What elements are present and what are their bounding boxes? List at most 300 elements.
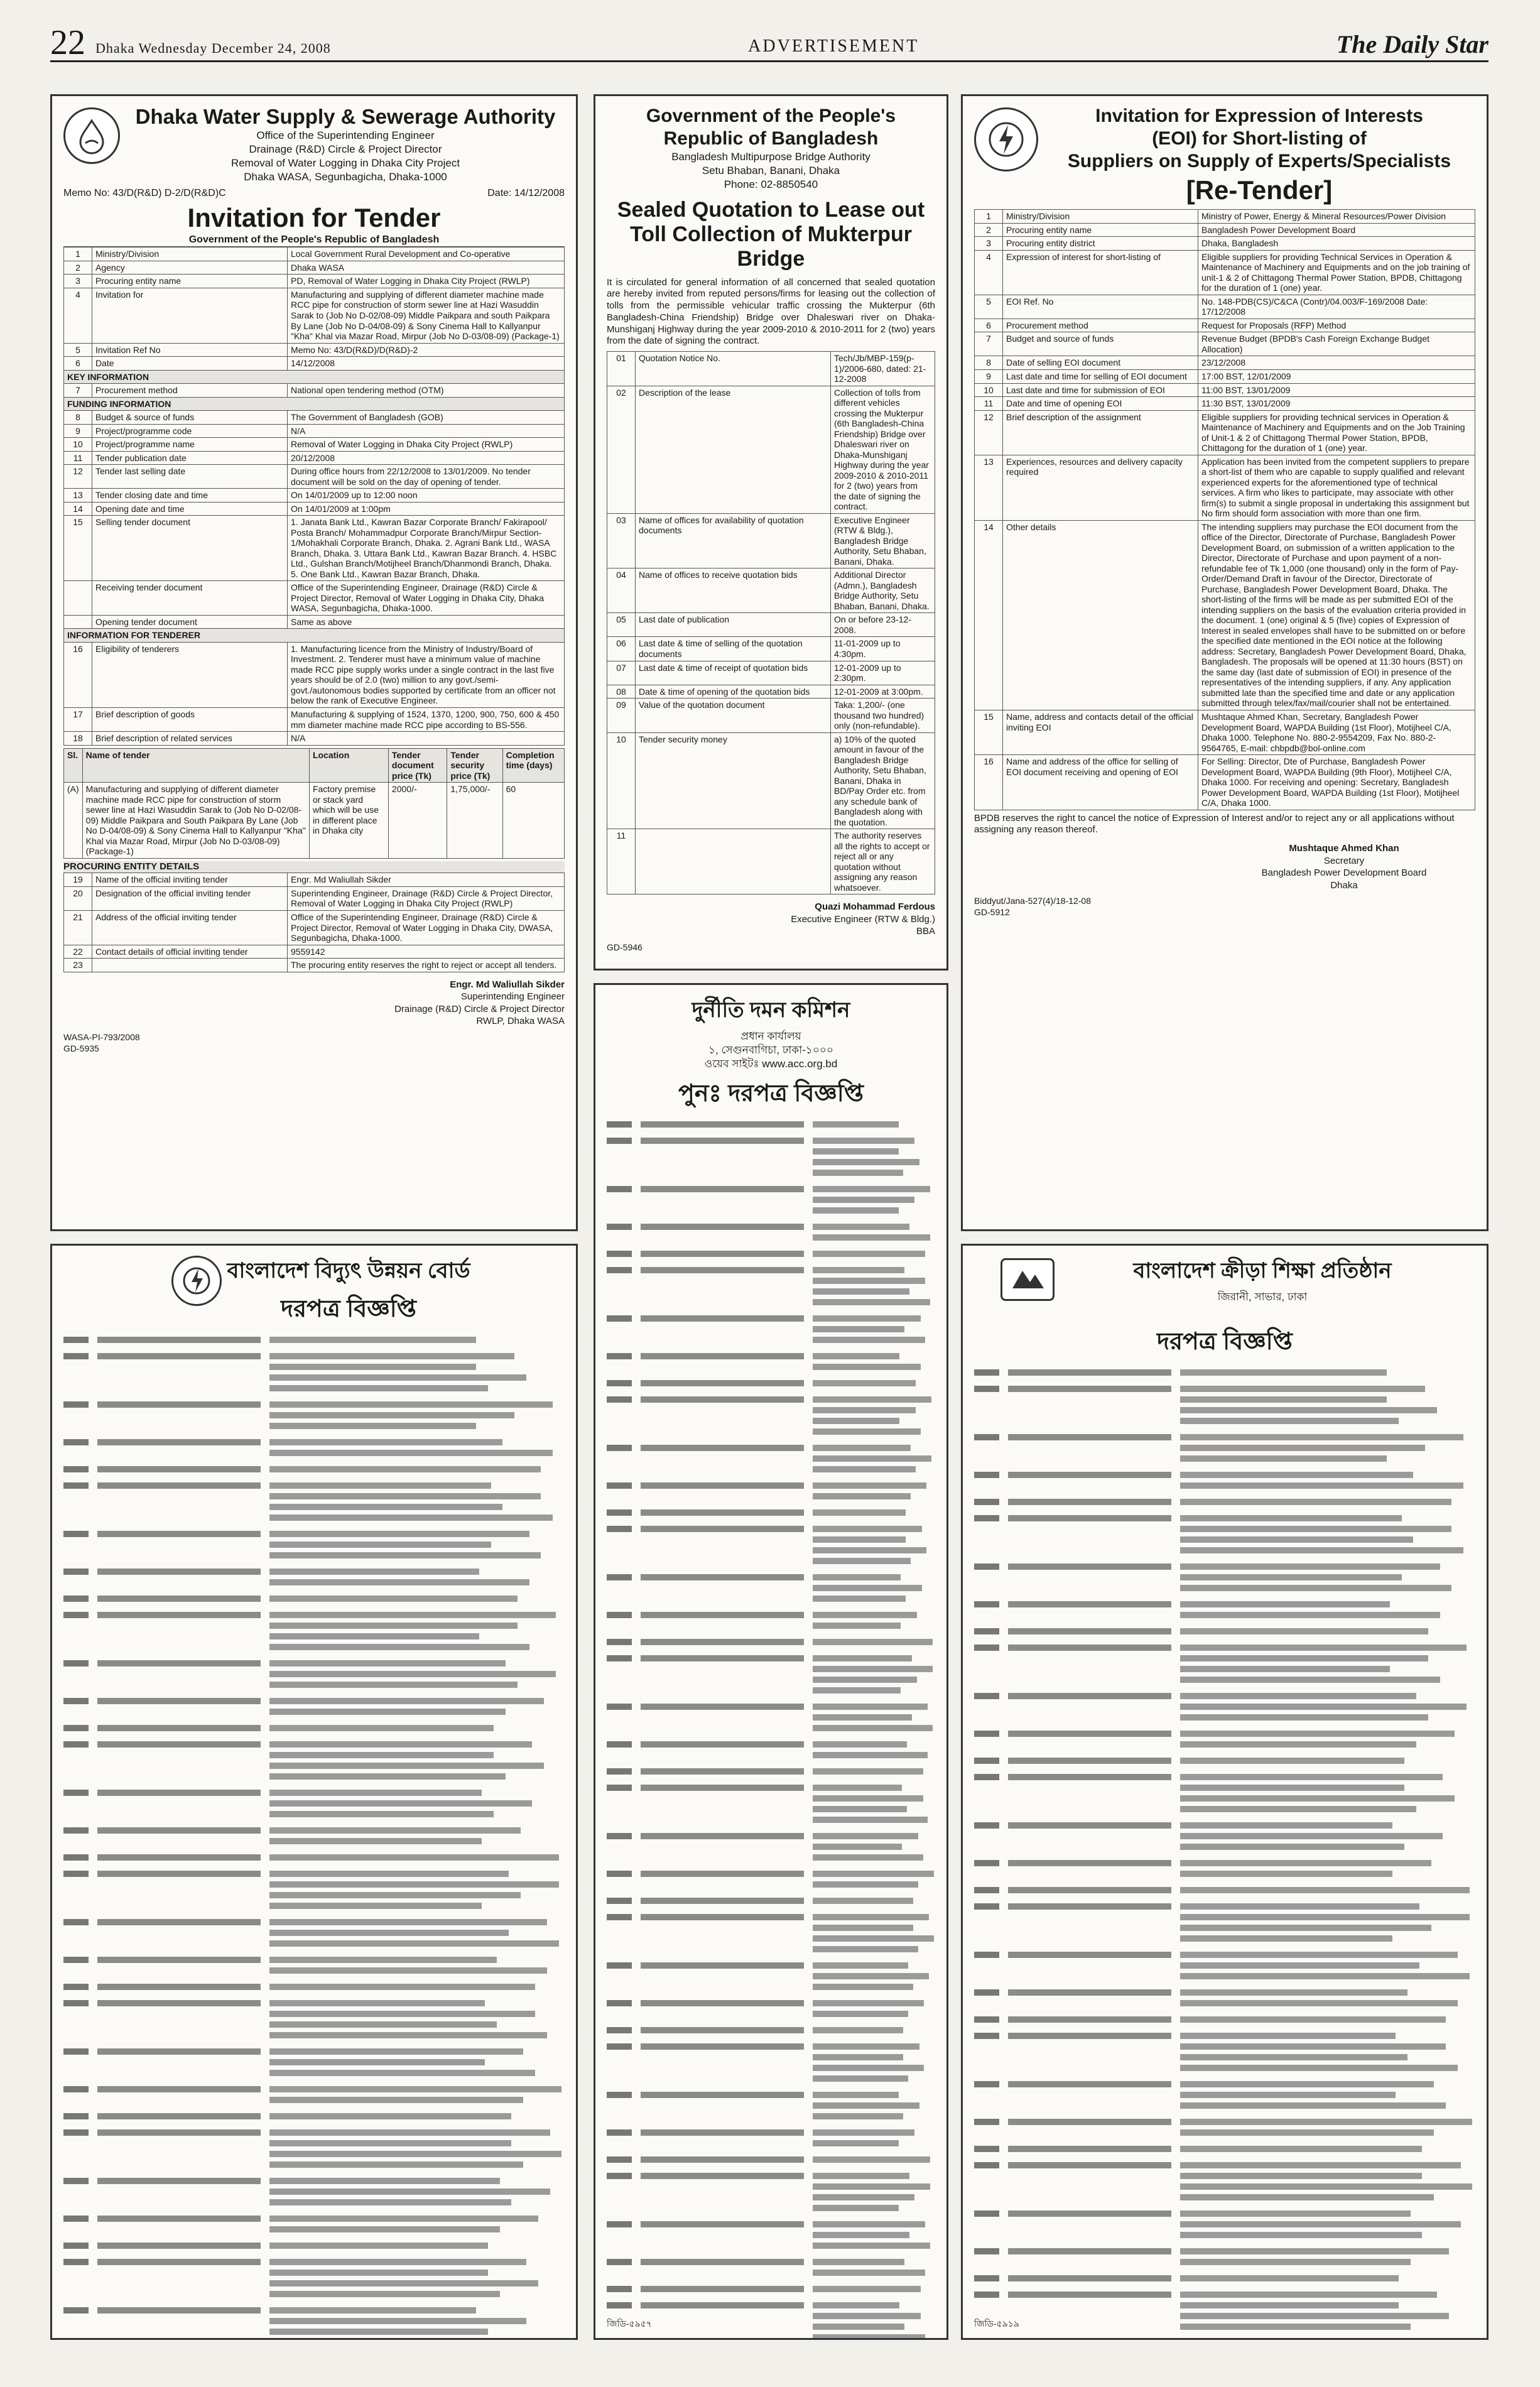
row-number-line xyxy=(63,2216,89,2222)
row-label-line xyxy=(97,1725,261,1731)
row-label-line xyxy=(1008,1860,1171,1866)
table-row xyxy=(975,397,1475,411)
row-label: Eligibility of tenderers xyxy=(92,642,288,707)
row-value: Additional Director (Admn.), Bangladesh Bridge Authority, Setu Bhaban, Banani, Dhaka. xyxy=(831,568,935,613)
lot-column-header: Name of tender xyxy=(82,748,309,783)
row-label-line xyxy=(1008,1989,1171,1996)
row-label-line xyxy=(641,1267,804,1273)
row-label-line xyxy=(1008,2275,1171,2281)
row-label-line xyxy=(1008,1952,1171,1958)
row-number: 17 xyxy=(64,708,92,732)
table-row xyxy=(975,383,1475,397)
row-value: N/A xyxy=(288,424,565,438)
row-label: Tender publication date xyxy=(92,451,288,465)
row-number-line xyxy=(607,2302,632,2308)
row-number: 18 xyxy=(64,732,92,746)
text-row xyxy=(63,1596,565,1606)
row-value-lines xyxy=(813,1121,935,1132)
bpdb-bn-subtitle: দরপত্র বিজ্ঞপ্তি xyxy=(281,1296,416,1322)
row-number-line xyxy=(607,2027,632,2033)
wasa-logo-icon xyxy=(63,107,120,164)
row-label: Procurement method xyxy=(1003,318,1198,332)
row-value: 14/12/2008 xyxy=(288,357,565,371)
text-row xyxy=(974,1472,1475,1493)
row-value-lines xyxy=(1180,1989,1475,2011)
row-value-lines xyxy=(1180,1758,1475,1768)
row-label-line xyxy=(1008,1472,1171,1478)
row-value: Engr. Md Waliullah Sikder xyxy=(288,873,565,887)
row-value-lines xyxy=(1180,2210,1475,2243)
text-row xyxy=(974,1386,1475,1428)
acc-subtitle: পুনঃ দরপত্র বিজ্ঞপ্তি xyxy=(678,1080,864,1107)
acc-line-2: ১, সেগুনবাগিচা, ঢাকা-১০০০ xyxy=(708,1044,833,1057)
text-row xyxy=(607,1574,935,1606)
row-label-line xyxy=(97,2129,261,2136)
acc-line-1: প্রধান কার্যালয় xyxy=(740,1030,801,1042)
text-row xyxy=(607,1898,935,1908)
row-value-lines xyxy=(813,1612,935,1633)
row-label: Invitation for xyxy=(92,288,288,343)
row-value-lines xyxy=(813,1639,935,1650)
row-value-lines xyxy=(269,1854,565,1865)
table-row xyxy=(64,424,565,438)
row-label-line xyxy=(97,1482,261,1489)
row-value: 11-01-2009 up to 4:30pm. xyxy=(831,637,935,661)
bksp-body xyxy=(974,1369,1475,2340)
wasa-tender-ad xyxy=(50,94,578,1231)
table-row xyxy=(607,732,935,829)
row-label: Expression of interest for short-listing of xyxy=(1003,250,1198,295)
row-label: Project/programme code xyxy=(92,424,288,438)
table-row xyxy=(975,237,1475,251)
row-value-lines xyxy=(813,1267,935,1310)
table-row xyxy=(607,613,935,637)
row-label-line xyxy=(97,1596,261,1602)
row-value: Revenue Budget (BPDB's Cash Foreign Exchange Budget Allocation) xyxy=(1198,332,1475,356)
row-value: Office of the Superintending Engineer, Drainage (R&D) Circle & Project Director, Removal of Water Logging in Dhaka City, DWASA, Segunbagicha, Dhaka-1000. xyxy=(288,911,565,945)
bpdb-ref-1: Biddyut/Jana-527(4)/18-12-08 xyxy=(974,896,1092,906)
row-value: Memo No: 43/D(R&D)/D(R&D)-2 xyxy=(288,343,565,357)
table-row xyxy=(64,397,565,411)
bridge-intro: It is circulated for general information of all concerned that sealed quotation are hereby invited from reputed persons/firms for leasing out the collection of tolls from the permissible vehicular traffic crossing the Mukterpur (6th Bangladesh-China Friendship) Bridge over Dhaleswari river on Dhaka-Munshiganj Highway during the year 2009-2010 & 2010-2011 for 2 (two) years from the date of signing the contract. xyxy=(607,276,935,347)
text-row xyxy=(63,1919,565,1951)
row-value-lines xyxy=(1180,1645,1475,1687)
row-value-lines xyxy=(1180,2033,1475,2075)
row-value-lines xyxy=(269,1337,565,1347)
row-value-lines xyxy=(813,1741,935,1763)
row-number-line xyxy=(63,1698,89,1704)
row-label: Last date and time for submission of EOI xyxy=(1003,383,1198,397)
row-number: 05 xyxy=(607,613,636,637)
text-row xyxy=(607,1186,935,1218)
row-number: 06 xyxy=(607,637,636,661)
row-value: Request for Proposals (RFP) Method xyxy=(1198,318,1475,332)
row-value: No. 148-PDB(CS)/C&CA (Contr)/04.003/F-169/2008 Date: 17/12/2008 xyxy=(1198,295,1475,318)
table-row xyxy=(975,710,1475,754)
row-number-line xyxy=(607,1639,632,1645)
row-number-line xyxy=(607,1914,632,1920)
row-label-line xyxy=(1008,1434,1171,1440)
row-label-line xyxy=(97,1854,261,1861)
row-label: Selling tender document xyxy=(92,516,288,581)
row-number-line xyxy=(607,1871,632,1877)
text-row xyxy=(974,1369,1475,1380)
text-row xyxy=(974,1499,1475,1509)
row-value: The procuring entity reserves the right to reject or accept all tenders. xyxy=(288,959,565,972)
row-number: 12 xyxy=(975,410,1003,455)
table-row xyxy=(607,699,935,733)
row-value: Office of the Superintending Engineer, Drainage (R&D) Circle & Project Director, Removal of Water Logging in Dhaka City, Dhaka WASA, Segunbagicha, Dhaka-1000. xyxy=(288,581,565,616)
text-row xyxy=(607,1396,935,1439)
row-label: Date of selling EOI document xyxy=(1003,356,1198,370)
row-number-line xyxy=(974,1628,999,1634)
text-row xyxy=(974,2292,1475,2334)
row-label: Last date & time of receipt of quotation bids xyxy=(636,661,831,685)
row-number-line xyxy=(63,1353,89,1359)
text-row xyxy=(607,2173,935,2216)
table-row xyxy=(64,357,565,371)
row-value-lines xyxy=(1180,2248,1475,2270)
row-value-lines xyxy=(1180,1515,1475,1558)
row-value-lines xyxy=(269,2216,565,2237)
row-label-line xyxy=(641,1186,804,1192)
row-number-line xyxy=(63,2307,89,2314)
row-value-lines xyxy=(1180,1860,1475,1881)
lot-cell: Factory premise or stack yard which will be use in different place in Dhaka city xyxy=(309,783,388,859)
row-value-lines xyxy=(1180,1499,1475,1509)
row-label: Last date & time of selling of the quotation documents xyxy=(636,637,831,661)
row-number: 16 xyxy=(64,642,92,707)
row-label-line xyxy=(97,2259,261,2265)
row-value-lines xyxy=(1180,2275,1475,2286)
text-row xyxy=(607,1224,935,1245)
row-label-line xyxy=(641,1224,804,1230)
row-number-line xyxy=(607,1224,632,1230)
row-label: Last date and time for selling of EOI document xyxy=(1003,370,1198,384)
row-number: 09 xyxy=(607,699,636,733)
page-masthead xyxy=(50,23,1488,62)
row-number: 04 xyxy=(607,568,636,613)
row-number: 1 xyxy=(64,247,92,261)
row-label-line xyxy=(641,1914,804,1920)
bpdb-logo-icon xyxy=(974,107,1038,171)
table-row xyxy=(64,384,565,398)
row-label: Other details xyxy=(1003,520,1198,710)
text-row xyxy=(607,1704,935,1736)
row-number-line xyxy=(607,1768,632,1775)
row-number-line xyxy=(974,2081,999,2087)
row-number: 9 xyxy=(975,370,1003,384)
row-label: Brief description of goods xyxy=(92,708,288,732)
row-number: 14 xyxy=(975,520,1003,710)
row-label-line xyxy=(641,1871,804,1877)
row-label: Name and address of the office for selling of EOI document receiving and opening of EOI xyxy=(1003,755,1198,810)
row-number: 10 xyxy=(975,383,1003,397)
row-label-line xyxy=(97,2216,261,2222)
table-row xyxy=(64,465,565,489)
row-label-line xyxy=(1008,1887,1171,1893)
row-number-line xyxy=(63,1531,89,1537)
text-row xyxy=(63,1790,565,1822)
bpdb-bn-logo-icon xyxy=(171,1256,222,1306)
text-row xyxy=(63,1984,565,1994)
row-label-line xyxy=(1008,1645,1171,1651)
text-row xyxy=(63,1725,565,1736)
row-number-line xyxy=(974,2033,999,2039)
text-row xyxy=(63,2113,565,2124)
bpdb-signer-city: Dhaka xyxy=(1330,879,1358,891)
row-value: Dhaka WASA xyxy=(288,261,565,275)
table-row xyxy=(64,642,565,707)
row-number: 20 xyxy=(64,886,92,910)
row-value-lines xyxy=(269,1871,565,1913)
row-number: 6 xyxy=(975,318,1003,332)
row-number: 7 xyxy=(64,384,92,398)
table-row xyxy=(64,911,565,945)
row-number-line xyxy=(607,2286,632,2292)
text-row xyxy=(63,2216,565,2237)
row-value: Executive Engineer (RTW & Bldg.), Bangladesh Bridge Authority, Setu Bhaban, Banani, Dhaka. xyxy=(831,513,935,568)
text-row xyxy=(974,1601,1475,1623)
row-label-line xyxy=(97,2243,261,2249)
row-number: 02 xyxy=(607,386,636,513)
row-number-line xyxy=(63,2243,89,2249)
row-number-line xyxy=(63,1337,89,1343)
row-label-line xyxy=(97,1569,261,1575)
row-number: 3 xyxy=(64,275,92,288)
row-number: 15 xyxy=(64,516,92,581)
table-row xyxy=(64,945,565,959)
table-section-heading: FUNDING INFORMATION xyxy=(64,397,565,411)
row-number: 22 xyxy=(64,945,92,959)
text-row xyxy=(607,1914,935,1957)
text-row xyxy=(607,1655,935,1698)
row-value-lines xyxy=(269,1698,565,1719)
row-label-line xyxy=(1008,2292,1171,2298)
row-label-line xyxy=(97,2307,261,2314)
row-number-line xyxy=(974,1860,999,1866)
row-label-line xyxy=(641,2129,804,2136)
row-value-lines xyxy=(1180,1601,1475,1623)
row-number-line xyxy=(607,1574,632,1580)
row-value-lines xyxy=(813,2000,935,2021)
row-number: 6 xyxy=(64,357,92,371)
row-value-lines xyxy=(269,2307,565,2339)
acc-bengali-tender-ad xyxy=(594,983,948,2340)
row-label-line xyxy=(641,1655,804,1661)
row-number-line xyxy=(63,1984,89,1990)
row-value-lines xyxy=(269,2048,565,2080)
text-row xyxy=(63,2259,565,2302)
row-label: Procuring entity district xyxy=(1003,237,1198,251)
row-label: Tender closing date and time xyxy=(92,489,288,503)
text-row xyxy=(974,1903,1475,1946)
text-row xyxy=(607,2027,935,2038)
row-label-line xyxy=(641,2286,804,2292)
bpdb-title-2: (EOI) for Short-listing of xyxy=(1152,128,1367,149)
row-number-line xyxy=(63,1725,89,1731)
row-label: Receiving tender document xyxy=(92,581,288,616)
table-section-heading: KEY INFORMATION xyxy=(64,370,565,384)
row-value: Superintending Engineer, Drainage (R&D) Circle & Project Director, Removal of Water Logging in Dhaka City Project (RWLP) xyxy=(288,886,565,910)
bpdb-title-1: Invitation for Expression of Interests xyxy=(1095,106,1423,126)
text-row xyxy=(607,1251,935,1261)
row-number-line xyxy=(607,1353,632,1359)
row-number-line xyxy=(974,2119,999,2125)
row-value-lines xyxy=(813,1962,935,1994)
row-label-line xyxy=(1008,1693,1171,1699)
row-value-lines xyxy=(1180,1434,1475,1466)
bridge-line-2: Setu Bhaban, Banani, Dhaka xyxy=(702,165,840,177)
table-row xyxy=(975,223,1475,237)
row-number: 8 xyxy=(975,356,1003,370)
row-number: 9 xyxy=(64,424,92,438)
row-value: Taka: 1,200/- (one thousand two hundred) only (non-refundable). xyxy=(831,699,935,733)
row-number: 01 xyxy=(607,352,636,386)
bridge-gov-line-1: Government of the People's xyxy=(646,106,896,126)
row-label-line xyxy=(97,1698,261,1704)
table-row xyxy=(975,318,1475,332)
row-value-lines xyxy=(813,2043,935,2086)
table-row xyxy=(64,288,565,343)
text-row xyxy=(974,1434,1475,1466)
row-label: Tender last selling date xyxy=(92,465,288,489)
row-value-lines xyxy=(269,1790,565,1822)
row-number-line xyxy=(63,1596,89,1602)
row-value-lines xyxy=(269,1353,565,1396)
text-row xyxy=(607,2302,935,2340)
row-number: 15 xyxy=(975,710,1003,754)
row-label: Budget & source of funds xyxy=(92,411,288,425)
bridge-signer-name: Quazi Mohammad Ferdous xyxy=(815,901,935,913)
row-value-lines xyxy=(1180,1822,1475,1854)
row-label: Name, address and contacts detail of the official inviting EOI xyxy=(1003,710,1198,754)
row-value-lines xyxy=(269,1612,565,1655)
row-number-line xyxy=(974,2275,999,2281)
row-number-line xyxy=(607,2129,632,2136)
text-row xyxy=(607,1526,935,1569)
row-value: Removal of Water Logging in Dhaka City Project (RWLP) xyxy=(288,438,565,452)
row-value: For Selling: Director, Dte of Purchase, Bangladesh Power Development Board, WAPDA Building (9th Floor), Motijheel C/A, Dhaka 1000. For receiving and opening: Secretary, Bangladesh Power Development Board, WAPDA Building (1st Floor), Motijheel C/A, Dhaka 1000. xyxy=(1198,755,1475,810)
text-row xyxy=(607,2156,935,2167)
row-value-lines xyxy=(269,1466,565,1477)
row-value-lines xyxy=(269,2113,565,2124)
row-label: Agency xyxy=(92,261,288,275)
row-number: 23 xyxy=(64,959,92,972)
text-row xyxy=(63,1871,565,1913)
row-label-line xyxy=(641,1785,804,1791)
table-row xyxy=(64,502,565,516)
row-value: Tech/Jb/MBP-159(p-1)/2006-680, dated: 21-12-2008 xyxy=(831,352,935,386)
table-row xyxy=(64,411,565,425)
row-label-line xyxy=(97,1401,261,1408)
row-number-line xyxy=(607,1509,632,1516)
row-value-lines xyxy=(269,1660,565,1692)
row-label-line xyxy=(641,1482,804,1489)
acc-body xyxy=(607,1121,935,2340)
bridge-info-table xyxy=(607,351,935,894)
acc-line-3: ওয়েব সাইটঃ www.acc.org.bd xyxy=(704,1058,838,1070)
text-row xyxy=(63,2129,565,2172)
text-row xyxy=(974,2119,1475,2140)
row-label: Opening tender document xyxy=(92,615,288,629)
text-row xyxy=(63,2086,565,2107)
row-number xyxy=(64,615,92,629)
row-label-line xyxy=(97,1871,261,1877)
row-number-line xyxy=(63,2086,89,2092)
row-number-line xyxy=(63,1871,89,1877)
row-number-line xyxy=(607,1315,632,1322)
row-number: 7 xyxy=(975,332,1003,356)
row-value-lines xyxy=(813,1224,935,1245)
row-number-line xyxy=(607,1655,632,1661)
bpdb-info-table xyxy=(974,209,1475,810)
row-value-lines xyxy=(813,1138,935,1180)
row-number-line xyxy=(607,1482,632,1489)
bpdb-signer-org: Bangladesh Power Development Board xyxy=(1261,867,1427,879)
row-number-line xyxy=(974,1903,999,1910)
row-number-line xyxy=(607,1445,632,1451)
text-row xyxy=(974,1887,1475,1898)
bridge-line-1: Bangladesh Multipurpose Bridge Authority xyxy=(671,151,870,163)
row-value: 11:00 BST, 13/01/2009 xyxy=(1198,383,1475,397)
row-value-lines xyxy=(813,1445,935,1477)
row-label-line xyxy=(641,1612,804,1618)
row-number: 4 xyxy=(975,250,1003,295)
row-label: Ministry/Division xyxy=(1003,210,1198,224)
row-label-line xyxy=(97,1439,261,1445)
wasa-entity-heading: PROCURING ENTITY DETAILS xyxy=(63,861,565,873)
text-row xyxy=(974,1693,1475,1725)
row-label-line xyxy=(641,1353,804,1359)
row-label: Ministry/Division xyxy=(92,247,288,261)
text-row xyxy=(974,1860,1475,1881)
row-value-lines xyxy=(1180,1903,1475,1946)
row-value-lines xyxy=(1180,2081,1475,2113)
row-number: 2 xyxy=(64,261,92,275)
row-value-lines xyxy=(269,2086,565,2107)
text-row xyxy=(974,2081,1475,2113)
row-label-line xyxy=(97,1790,261,1796)
row-value-lines xyxy=(269,2178,565,2210)
row-label-line xyxy=(1008,2081,1171,2087)
row-value-lines xyxy=(269,1531,565,1563)
acc-title: দুর্নীতি দমন কমিশন xyxy=(691,998,850,1022)
table-row xyxy=(975,356,1475,370)
text-row xyxy=(607,2129,935,2151)
bridge-ref: GD-5946 xyxy=(607,942,643,952)
row-label-line xyxy=(641,1962,804,1969)
row-number-line xyxy=(607,1898,632,1904)
row-number-line xyxy=(607,1612,632,1618)
page-number: 22 xyxy=(50,23,85,62)
text-row xyxy=(974,1563,1475,1596)
row-label-line xyxy=(97,2086,261,2092)
row-number-line xyxy=(974,1887,999,1893)
row-label: Budget and source of funds xyxy=(1003,332,1198,356)
bksp-logo-icon xyxy=(1000,1258,1055,1301)
lot-cell: 2000/- xyxy=(388,783,447,859)
row-value-lines xyxy=(269,1827,565,1849)
wasa-memo: Memo No: 43/D(R&D) D-2/D(R&D)C xyxy=(63,188,226,199)
row-label: Procuring entity name xyxy=(92,275,288,288)
wasa-lot-table xyxy=(63,748,565,859)
row-number-line xyxy=(63,1569,89,1575)
row-number-line xyxy=(974,2146,999,2152)
row-number: 13 xyxy=(64,489,92,503)
row-number-line xyxy=(607,1138,632,1144)
row-number: 12 xyxy=(64,465,92,489)
